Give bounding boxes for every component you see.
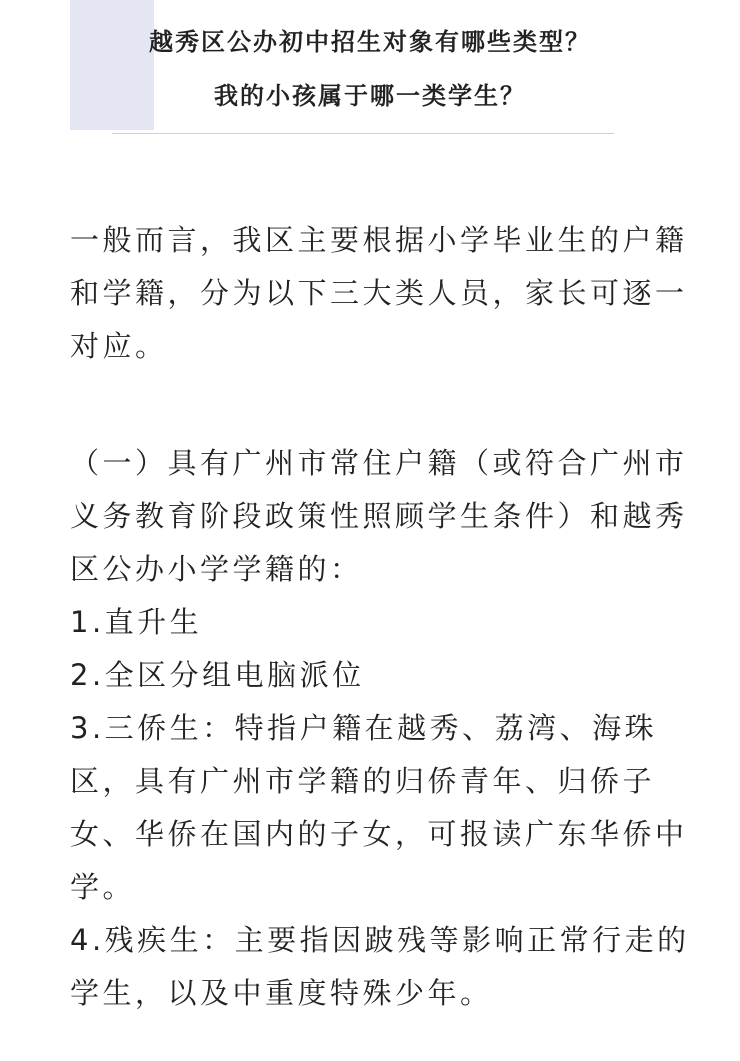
list-item-disabled-students: 4.残疾生：主要指因跛残等影响正常行走的 [70, 923, 690, 957]
list-item-overseas-chinese-cont: 女、华侨在国内的子女，可报读广东华侨中 [70, 817, 688, 851]
intro-paragraph [70, 214, 688, 373]
list-item-direct-promotion: 1.直升生 [70, 605, 203, 639]
article-header [0, 0, 740, 140]
header-title-line-1: 越秀区公办初中招生对象有哪些类型？ [149, 28, 591, 56]
intro-line: 一般而言，我区主要根据小学毕业生的户籍 [70, 223, 688, 257]
category-one-line: 义务教育阶段政策性照顾学生条件）和越秀 [70, 499, 688, 533]
list-item-computer-allocation: 2.全区分组电脑派位 [70, 658, 365, 692]
category-one-section [70, 437, 690, 1020]
intro-line: 对应。 [70, 329, 168, 363]
list-item-overseas-chinese-cont: 学。 [70, 870, 136, 904]
category-one-line: （一）具有广州市常住户籍（或符合广州市 [70, 446, 688, 480]
intro-line: 和学籍，分为以下三大类人员，家长可逐一 [70, 276, 688, 310]
category-one-line: 区公办小学学籍的： [70, 552, 363, 586]
list-item-overseas-chinese-cont: 区，具有广州市学籍的归侨青年、归侨子 [70, 764, 656, 798]
list-item-disabled-students-cont: 学生，以及中重度特殊少年。 [70, 976, 493, 1010]
header-title-line-2: 我的小孩属于哪一类学生？ [214, 82, 526, 110]
header-divider [112, 133, 614, 134]
list-item-overseas-chinese: 3.三侨生：特指户籍在越秀、荔湾、海珠 [70, 711, 658, 745]
